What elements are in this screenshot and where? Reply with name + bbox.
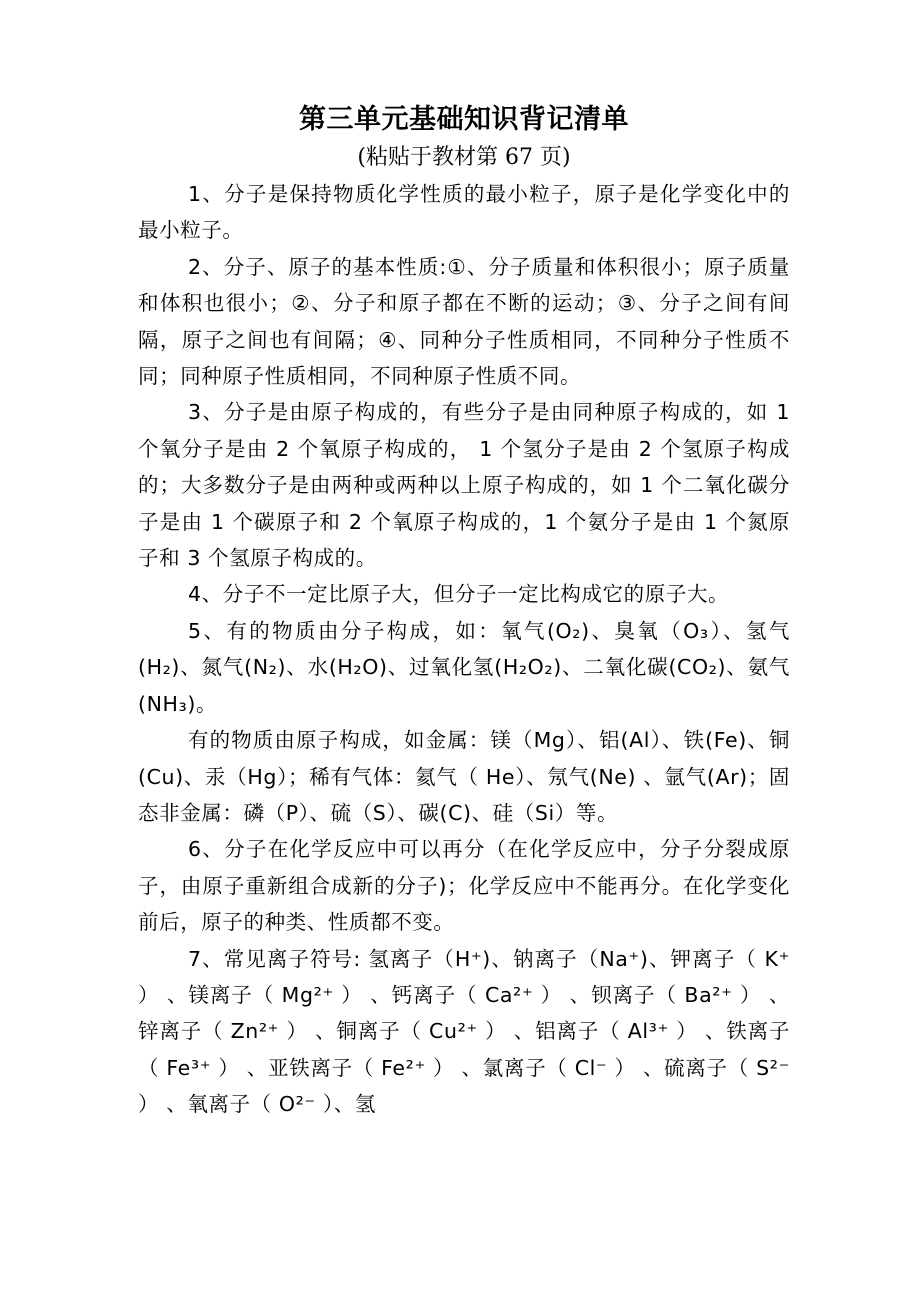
paragraph-4: 4、分子不一定比原子大，但分子一定比构成它的原子大。 [188, 582, 730, 607]
page-title: 第三单元基础知识背记清单 [299, 104, 629, 135]
paragraph-3: 3、分子是由原子构成的，有些分子是由同种原子构成的，如 1 个氧分子是由 2 个氧原子构成的， 1 个氢分子是由 2 个氢原子构成的；大多数分子是由两种或两种以上原子构成的，如 1 个二氧化碳分子是由 1 个碳原子和 2 个氧原子构成的，1 个氨分子是由 1 个氮原子和 3 个氢原子构成的。 [138, 400, 790, 571]
paragraph-1: 1、分子是保持物质化学性质的最小粒子，原子是化学变化中的最小粒子。 [138, 182, 790, 243]
paragraph-2: 2、分子、原子的基本性质:①、分子质量和体积很小；原子质量和体积也很小；②、分子和原子都在不断的运动；③、分子之间有间隔，原子之间也有间隔；④、同种分子性质相同，不同种分子性质不同；同种原子性质相同，不同种原子性质不同。 [138, 254, 790, 389]
paragraph-7: 7、常见离子符号: 氢离子（H⁺)、钠离子（Na⁺)、钾离子（ K⁺ ） 、镁离子（ Mg²⁺ ） 、钙离子（ Ca²⁺ ） 、钡离子（ Ba²⁺ ） 、锌离子（ Zn²⁺ ） 、铜离子（ Cu²⁺ ） 、铝离子（ Al³⁺ ） 、铁离子（ Fe³⁺ ） 、亚铁离子（ Fe²⁺ ） 、氯离子（ Cl⁻ ） 、硫离子（ S²⁻ ） 、氧离子（ O²⁻ ）、氢 [138, 946, 790, 1117]
page-subtitle: (粘贴于教材第 67 页) [357, 145, 571, 170]
paragraph-5: 5、有的物质由分子构成，如：氧气(O₂)、臭氧（O₃）、氢气(H₂)、氮气(N₂)、水(H₂O)、过氧化氢(H₂O₂)、二氧化碳(CO₂)、氨气(NH₃)。 [138, 618, 790, 716]
document-page [138, 98, 790, 1123]
paragraph-5-atoms: 有的物质由原子构成，如金属：镁（Mg）、铝(Al）、铁(Fe)、铜(Cu)、汞（Hg）；稀有气体：氦气（ He）、氖气(Ne) 、氩气(Ar)；固态非金属：磷（P）、硫（S）、碳(C)、硅（Si）等。 [138, 728, 790, 825]
paragraph-6: 6、分子在化学反应中可以再分（在化学反应中，分子分裂成原子，由原子重新组合成新的分子)；化学反应中不能再分。在化学变化前后，原子的种类、性质都不变。 [138, 837, 790, 935]
